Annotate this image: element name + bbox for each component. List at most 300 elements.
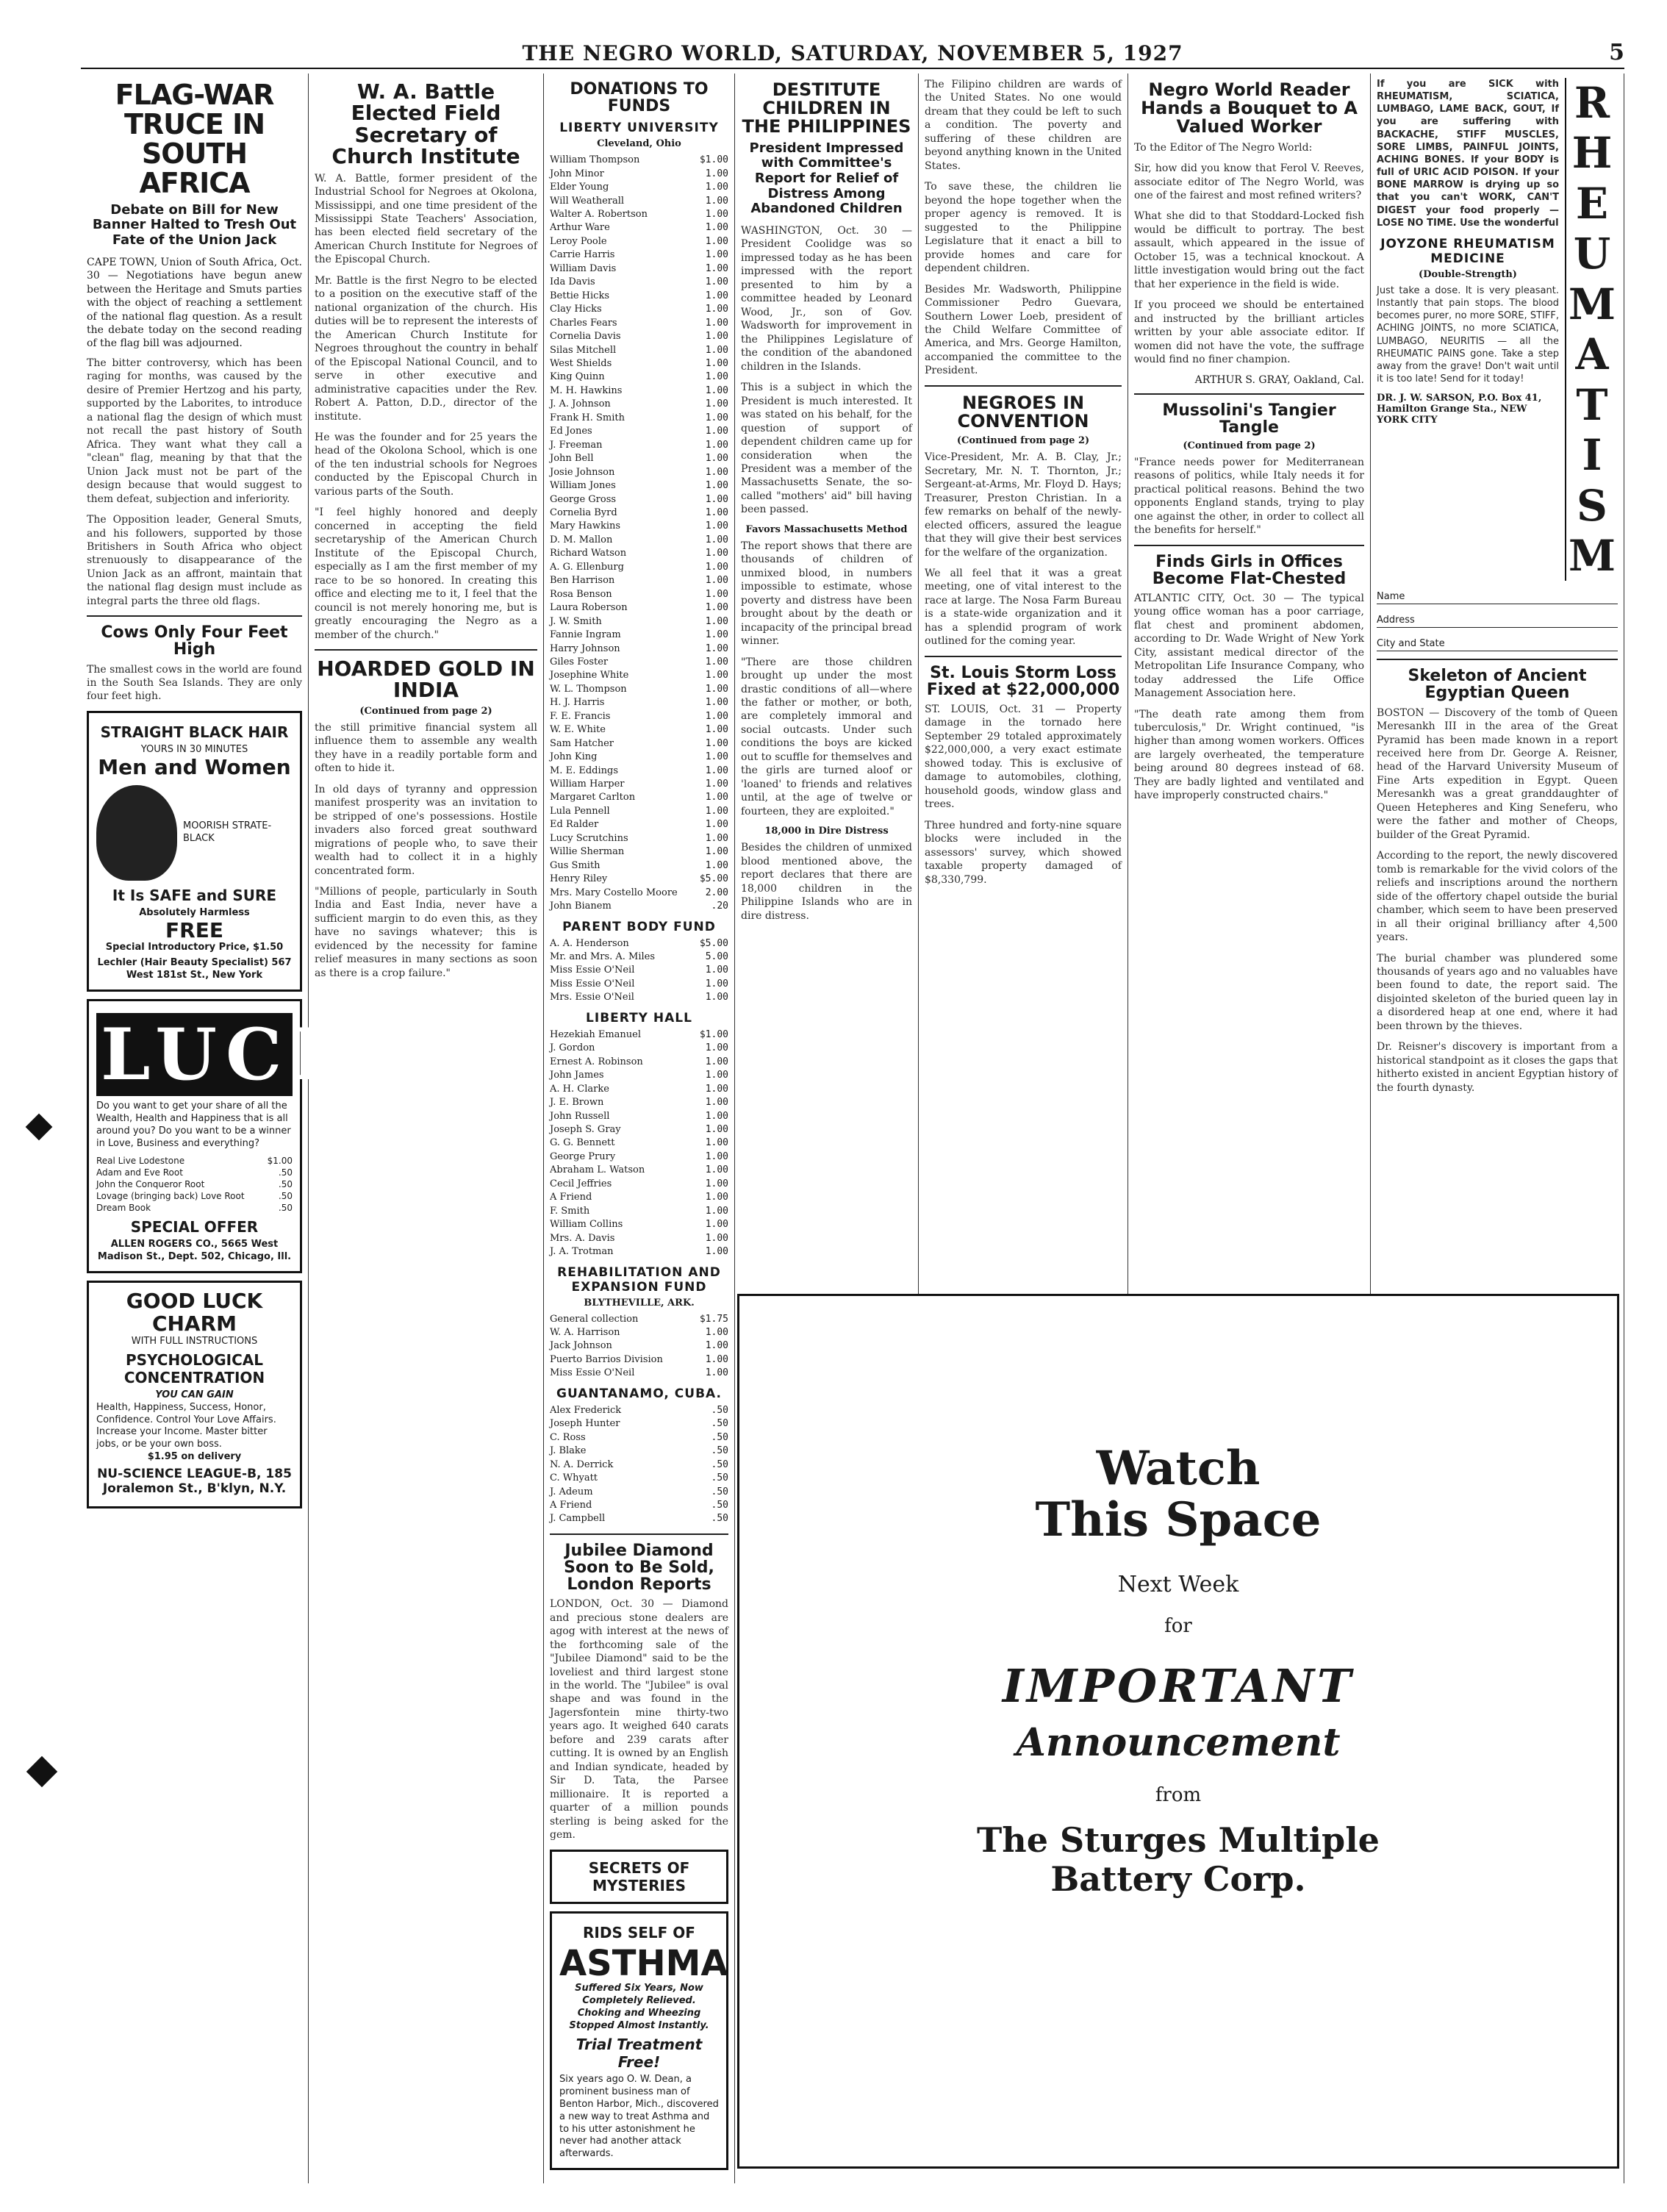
egyptian-body-1: BOSTON — Discovery of the tomb of Queen Meresankh III in the area of the Great Pyramid has been made known in a report received here from Dr. George A. Reisner, head of the Harvard University Museum of Fine Arts expedition in Egypt. Queen Meresankh was a great granddaughter of Queen Hetepheres and King Seneferu, who were the father and mother of Cheops, builder of the Great Pyramid.	[1377, 706, 1618, 841]
donor-name: William Harper	[550, 779, 625, 790]
donor-amount: 1.00	[705, 1232, 728, 1244]
donor-amount: 1.00	[705, 1124, 728, 1135]
donor-amount: 1.00	[705, 1205, 728, 1217]
donor-amount: 1.00	[705, 520, 728, 532]
donor-name: Sam Hatcher	[550, 737, 614, 749]
donor-amount: 1.00	[705, 683, 728, 695]
destitute-subhead-2: 18,000 in Dire Distress	[764, 826, 889, 837]
donor-row	[550, 656, 728, 669]
donor-row	[550, 1205, 728, 1218]
donor-name: Ida Davis	[550, 276, 595, 288]
hair-ad-top: STRAIGHT BLACK HAIR	[100, 723, 289, 741]
donor-row	[550, 710, 728, 723]
charm-title: GOOD LUCK CHARM	[126, 1289, 263, 1336]
donor-row	[550, 669, 728, 682]
luck-text: Do you want to get your share of all the Wealth, Health and Happiness that is all around you? Do you want to be a winner in Love, Business and everything?	[96, 1100, 291, 1149]
donor-row	[550, 466, 728, 479]
liberty-hall-title: LIBERTY HALL	[586, 1010, 692, 1026]
donor-amount: .50	[711, 1472, 728, 1484]
donor-name: Rosa Benson	[550, 588, 612, 600]
donor-row	[550, 262, 728, 276]
donor-row	[550, 805, 728, 818]
charm-address: NU-SCIENCE LEAGUE-B, 185 Joralemon St., B'klyn, N.Y.	[97, 1467, 292, 1497]
donor-row	[550, 978, 728, 991]
donor-name: F. E. Francis	[550, 710, 611, 722]
donor-amount: 1.00	[705, 805, 728, 817]
gold-continued: (Continued from page 2)	[359, 705, 492, 717]
donor-name: A Friend	[550, 1499, 592, 1511]
diamond-body: LONDON, Oct. 30 — Diamond and precious stone dealers are agog with interest at the news of the forthcoming sale of the "Jubilee Diamond" said to be the loveliest and third largest stone in the world. The "Jubilee" is oval shape and was found in the Jagersfontein mine thirty-two years ago. It weighed 640 carats before and 239 carats after cutting. It is owned by an English and Indian syndicate, headed by Sir D. Tata, the Parsee millionaire. It is reported a quarter of a million pounds sterling is being asked for the gem.	[550, 1598, 728, 1841]
donor-name: J. Campbell	[550, 1513, 606, 1525]
donor-row	[550, 1069, 728, 1082]
donor-name: J. W. Smith	[550, 615, 602, 627]
donor-name: John Bell	[550, 453, 594, 465]
coupon-name-field[interactable]: Name	[1377, 591, 1618, 604]
hair-ad-address: Lechler (Hair Beauty Specialist) 567 West 181st St., New York	[97, 957, 292, 981]
donor-row	[550, 1232, 728, 1245]
bouquet-body-3: If you proceed we should be entertained and instructed by the brilliant articles written by your able associate editor. If women did not have the vote, the suffrage would find no finer champion.	[1134, 299, 1364, 366]
donor-row	[550, 791, 728, 804]
donor-amount: .50	[711, 1431, 728, 1443]
donor-row	[550, 629, 728, 642]
letter: M	[1568, 279, 1616, 329]
donor-row	[550, 1367, 728, 1380]
donor-row	[550, 1096, 728, 1109]
donor-row	[550, 1245, 728, 1259]
donor-row	[550, 371, 728, 384]
luck-wordmark: LUCK	[96, 1013, 293, 1096]
donor-amount: 1.00	[705, 235, 728, 247]
donor-amount: 1.00	[705, 331, 728, 343]
donor-row	[550, 1445, 728, 1458]
divider	[925, 385, 1122, 387]
donor-row	[550, 412, 728, 425]
donor-name: Miss Essie O'Neil	[550, 978, 635, 989]
donor-amount: 1.00	[705, 779, 728, 790]
letter: E	[1575, 178, 1609, 229]
donor-row	[550, 845, 728, 859]
donor-list	[550, 1404, 728, 1526]
donor-amount: 1.00	[705, 1219, 728, 1231]
bouquet-body-2: What she did to that Stoddard-Locked fish would be difficult to portray. The best assault, which appeared in the issue of October 15, was a technical knockout. A little investigation would bring out the fact that her experience in the field is wide.	[1134, 210, 1364, 290]
donor-name: John James	[550, 1070, 604, 1081]
divider	[1134, 545, 1364, 546]
divider	[1377, 659, 1618, 660]
donor-amount: 1.00	[705, 1042, 728, 1054]
rheumatism-ad-strength: (Double-Strength)	[1419, 268, 1517, 280]
donor-amount: 1.00	[705, 466, 728, 478]
donor-row	[550, 561, 728, 574]
donor-amount: 5.00	[705, 951, 728, 963]
donor-name: J. A. Johnson	[550, 398, 611, 410]
donor-name: Mrs. A. Davis	[550, 1232, 615, 1244]
donor-row	[550, 195, 728, 208]
column-2	[309, 74, 544, 2183]
divider	[925, 656, 1122, 657]
donor-name: C. Ross	[550, 1431, 586, 1443]
charm-ad	[87, 1281, 302, 1508]
column-1	[81, 74, 361, 2183]
donor-row	[550, 588, 728, 601]
charm-sub: WITH FULL INSTRUCTIONS	[131, 1335, 258, 1347]
donor-amount: 1.00	[705, 751, 728, 763]
donor-row	[550, 737, 728, 751]
donor-amount: $1.00	[699, 1028, 728, 1040]
donor-row	[550, 859, 728, 873]
donor-name: F. Smith	[550, 1205, 590, 1217]
donor-name: Elder Young	[550, 182, 609, 193]
donor-amount: 1.00	[705, 575, 728, 587]
donor-name: Mr. and Mrs. A. Miles	[550, 951, 656, 963]
flag-war-body-2: The Opposition leader, General Smuts, and his followers, supported by those Britishers in South Africa who object strenuously to disappearance of the Union Jack as an affront, maintain that the national flag design must include as integral parts the three old flags.	[87, 514, 302, 607]
column-5	[919, 74, 1128, 1294]
divider	[315, 649, 537, 651]
donor-name: Clay Hicks	[550, 304, 602, 315]
donor-amount: 1.00	[705, 656, 728, 667]
donor-name: Alex Frederick	[550, 1404, 622, 1416]
donor-name: Richard Watson	[550, 548, 627, 559]
donor-row	[550, 1178, 728, 1191]
flag-war-deck: Debate on Bill for New Banner Halted to Tresh Out Fate of the Union Jack	[92, 201, 297, 248]
donor-row	[550, 1137, 728, 1150]
binder-hole-icon	[26, 1114, 53, 1141]
donor-row	[550, 1326, 728, 1339]
donor-name: William Jones	[550, 480, 616, 492]
donor-row	[550, 964, 728, 977]
luck-item: Dream Book .50	[96, 1203, 293, 1214]
donor-name: General collection	[550, 1313, 639, 1325]
donor-name: J. Gordon	[550, 1042, 595, 1054]
donor-amount: 1.00	[705, 222, 728, 234]
donor-amount: .20	[711, 901, 728, 912]
destitute-subhead-1: Favors Massachusetts Method	[745, 523, 908, 535]
donor-name: Mrs. Mary Costello Moore	[550, 887, 678, 898]
convention-body-2: We all feel that it was a great meeting, one of vital interest to the race at large. The Nosa Farm Bureau is a state-wide organization and it has a splendid program of work outlined for the coming year.	[925, 567, 1122, 648]
donations-headline: DONATIONS TO FUNDS	[570, 80, 709, 116]
cows-headline: Cows Only Four Feet High	[101, 623, 288, 659]
rheumatism-ad-name: JOYZONE RHEUMATISM MEDICINE	[1380, 236, 1555, 266]
luck-item: John the Conqueror Root .50	[96, 1178, 293, 1189]
donor-row	[550, 248, 728, 262]
binder-hole-icon	[26, 1756, 57, 1787]
coupon-city-field[interactable]: City and State	[1377, 638, 1618, 651]
donor-row	[550, 1123, 728, 1137]
destitute-cont-3: Besides Mr. Wadsworth, Philippine Commissioner Pedro Guevara, Southern Lower Loeb, president of the Child Welfare Committee of America, and Mrs. George Hamilton, accompanied the committee to the President.	[925, 283, 1122, 377]
gold-body-3: "Millions of people, particularly in South India and East India, never have a sufficient margin to do even this, as they have no savings whatever; this is evidenced by the necessity for famine relief measures in many sections as soon as there is a crop failure."	[315, 885, 537, 979]
donor-amount: .50	[711, 1513, 728, 1525]
donor-amount: $5.00	[699, 873, 728, 885]
luck-price-list	[96, 1155, 293, 1214]
donor-amount: 1.00	[705, 846, 728, 858]
divider	[1134, 393, 1364, 395]
donor-amount: 1.00	[705, 1353, 728, 1365]
divider	[550, 1533, 728, 1535]
donor-amount: 1.00	[705, 426, 728, 437]
column-4	[735, 74, 919, 1294]
asthma-big: ASTHMA	[559, 1942, 728, 1984]
donor-row	[550, 1191, 728, 1204]
donor-amount: 1.00	[705, 276, 728, 288]
donor-row	[550, 696, 728, 709]
donor-row	[550, 290, 728, 303]
donor-name: W. E. White	[550, 724, 606, 736]
donor-row	[550, 357, 728, 371]
donor-name: Walter A. Robertson	[550, 209, 648, 220]
storm-body-1: ST. LOUIS, Oct. 31 — Property damage in the tornado here September 29 totaled approximately $22,000,000, a very exact estimate showed today. This is exclusive of damage to automobiles, clothing, household goods, window glass and trees.	[925, 703, 1122, 811]
donor-amount: 1.00	[705, 453, 728, 465]
luck-address: ALLEN ROGERS CO., 5665 West Madison St., Dept. 502, Chicago, Ill.	[97, 1239, 292, 1263]
donor-row	[550, 1404, 728, 1417]
donor-amount: .50	[711, 1418, 728, 1430]
office-girls-body-1: ATLANTIC CITY, Oct. 30 — The typical young office woman has a poor carriage, flat chest and prominent abdomen, according to Dr. Wade Wright of New York City, assistant medical director of the Metropolitan Life Insurance Company, who today addressed the Life Office Management Association here.	[1134, 592, 1364, 700]
donor-row	[550, 643, 728, 656]
donor-name: Josephine White	[550, 670, 629, 681]
letter: S	[1577, 480, 1607, 531]
charm-text: Health, Happiness, Success, Honor, Confidence. Control Your Love Affairs. Increase your Income. Master bitter jobs, or be your own boss.	[96, 1401, 276, 1450]
rheumatism-vertical-letters	[1565, 78, 1618, 581]
donor-name: W. L. Thompson	[550, 683, 627, 695]
flag-war-body-1: The bitter controversy, which has been raging for months, was caused by the desire of Premier Hertzog and his party, supported by the Laborites, to introduce a national flag the design of which must not recall the past history of South Africa. They want what they call a "clean" flag, meaning by that that the Union Jack must not be part of the design because that would suggest to them defeat, subjection and inferiority.	[87, 357, 302, 505]
letter: R	[1574, 78, 1610, 128]
donor-amount: 1.00	[705, 548, 728, 559]
gold-body-2: In old days of tyranny and oppression manifest prosperity was an invitation to be stripped of one's possessions. Hostile invaders also forced great southward migrations of people who, to save their wealth had to collect it in a highly concentrated form.	[315, 783, 537, 877]
donor-row	[550, 887, 728, 900]
donor-row	[550, 493, 728, 507]
donor-row	[550, 1472, 728, 1485]
donor-amount: 1.00	[705, 1083, 728, 1095]
donor-name: W. A. Harrison	[550, 1326, 620, 1338]
donor-amount: 1.00	[705, 697, 728, 709]
donor-name: John King	[550, 751, 598, 763]
donor-row	[550, 873, 728, 886]
donor-row	[550, 1431, 728, 1445]
donor-amount: 1.00	[705, 480, 728, 492]
tangier-headline: Mussolini's Tangier Tangle	[1162, 401, 1336, 437]
sturges-important: IMPORTANT	[1002, 1658, 1355, 1713]
hair-ad-safe: It Is SAFE and SURE	[112, 886, 277, 904]
gold-headline: HOARDED GOLD IN INDIA	[317, 656, 535, 703]
hair-ad-free: FREE	[165, 917, 223, 942]
donor-row	[550, 751, 728, 764]
destitute-headline: DESTITUTE CHILDREN IN THE PHILIPPINES	[742, 79, 911, 137]
bouquet-body-1: Sir, how did you know that Ferol V. Reeves, associate editor of The Negro World, was one of the fairest and most refined writers?	[1134, 162, 1364, 201]
bouquet-signature: ARTHUR S. GRAY, Oakland, Cal.	[1194, 373, 1364, 386]
donor-amount: 1.00	[705, 859, 728, 871]
donor-name: Frank H. Smith	[550, 412, 625, 423]
tangier-continued: (Continued from page 2)	[1183, 440, 1316, 451]
donor-name: Hezekiah Emanuel	[550, 1028, 642, 1040]
donor-name: A. H. Clarke	[550, 1083, 609, 1095]
donor-list	[550, 154, 728, 913]
masthead	[81, 38, 1624, 69]
donor-row	[550, 425, 728, 438]
donor-amount: 1.00	[705, 1340, 728, 1352]
donor-amount: .50	[711, 1458, 728, 1470]
donor-amount: 1.00	[705, 1150, 728, 1162]
donor-amount: 1.00	[705, 534, 728, 545]
donor-name: Bettie Hicks	[550, 290, 610, 301]
donor-name: George Prury	[550, 1150, 616, 1162]
donor-row	[550, 937, 728, 951]
flag-war-headline: FLAG-WAR TRUCE IN SOUTH AFRICA	[115, 79, 274, 199]
donor-row	[550, 1056, 728, 1069]
asthma-top: RIDS SELF OF	[583, 1923, 695, 1941]
donor-row	[550, 1417, 728, 1431]
donor-row	[550, 303, 728, 316]
sturges-for: for	[1164, 1614, 1192, 1637]
donor-amount: 1.00	[705, 317, 728, 329]
luck-item: Real Live Lodestone $1.00	[96, 1155, 293, 1166]
donor-list	[550, 1313, 728, 1381]
egyptian-body-2: According to the report, the newly discovered tomb is remarkable for the vivid colors of the reliefs and inscriptions around the northern side of the offertory chapel outside the burial chamber, which seem to have been preserved in all their original brilliancy after 4,500 years.	[1377, 850, 1618, 944]
donor-row	[550, 384, 728, 398]
donor-row	[550, 439, 728, 452]
letter: H	[1571, 128, 1613, 179]
sturges-this-space: This Space	[1035, 1492, 1322, 1548]
sturges-watch: Watch	[1096, 1441, 1261, 1496]
donor-amount: 1.00	[705, 249, 728, 261]
diamond-headline: Jubilee Diamond Soon to Be Sold, London Reports	[564, 1541, 714, 1594]
donor-name: Cecil Jeffries	[550, 1178, 612, 1189]
rheumatism-ad	[1377, 78, 1618, 581]
donor-name: Ed Ralder	[550, 819, 599, 831]
donor-row	[550, 168, 728, 181]
bouquet-salute: To the Editor of The Negro World:	[1134, 141, 1313, 154]
donor-row	[550, 900, 728, 913]
donor-row	[550, 1512, 728, 1525]
donor-name: H. J. Harris	[550, 697, 605, 709]
destitute-deck: President Impressed with Committee's Report for Relief of Distress Among Abandoned Children	[749, 140, 904, 217]
donor-name: J. Blake	[550, 1445, 587, 1457]
coupon-address-field[interactable]: Address	[1377, 615, 1618, 628]
donor-amount: 1.00	[705, 737, 728, 749]
parent-body-title: PARENT BODY FUND	[562, 919, 716, 934]
luck-ad	[87, 999, 361, 1273]
donor-amount: 1.00	[705, 1110, 728, 1122]
donor-name: Joseph Hunter	[550, 1418, 620, 1430]
luck-item: Lovage (bringing back) Love Root .50	[96, 1191, 293, 1202]
donor-name: A Friend	[550, 1192, 592, 1203]
donor-name: M. H. Hawkins	[550, 384, 623, 396]
donor-amount: 1.00	[705, 507, 728, 518]
donor-row	[550, 1458, 728, 1472]
sturges-from: from	[1155, 1783, 1202, 1806]
donor-row	[550, 235, 728, 248]
donor-amount: .50	[711, 1499, 728, 1511]
letter: U	[1573, 229, 1611, 279]
guantanamo-title: GUANTANAMO, CUBA.	[556, 1386, 722, 1401]
donor-name: M. E. Eddings	[550, 765, 618, 776]
donor-row	[550, 507, 728, 520]
donor-amount: 1.00	[705, 384, 728, 396]
donor-row	[550, 1083, 728, 1096]
sturges-announcement: Announcement	[1016, 1719, 1341, 1765]
destitute-cont-2: To save these, the children lie beyond the hope together when the proper agency is removed. It is suggested to the Philippine Legislature that it enact a bill to provide homes and care for dependent children.	[925, 181, 1122, 275]
page-number: 5	[1609, 40, 1624, 65]
donor-row	[550, 1353, 728, 1367]
donor-row	[550, 1164, 728, 1177]
rheumatism-ad-address: DR. J. W. SARSON, P.O. Box 41, Hamilton Grange Sta., NEW YORK CITY	[1377, 393, 1542, 426]
destitute-body-3: The report shows that there are thousands of children of unmixed blood, in numbers impossible to estimate, whose poverty and distress have been brought about by the death or incapacity of the principal bread winner.	[741, 540, 912, 648]
convention-body-1: Vice-President, Mr. A. B. Clay, Jr.; Secretary, Mr. N. T. Thornton, Jr.; Sergeant-at-Arms, Mr. Floyd D. Hays; Treasurer, Preston Christian. In a few remarks on behalf of the newly-elected officers, assured the league that they will give their best services for the welfare of the organization.	[925, 451, 1122, 559]
hair-ad-big: Men and Women	[98, 754, 291, 779]
donor-row	[550, 452, 728, 465]
donor-amount: 2.00	[705, 887, 728, 898]
donor-row	[550, 1028, 728, 1042]
donor-row	[550, 991, 728, 1004]
asthma-deck: Suffered Six Years, Now Completely Relieved. Choking and Wheezing Stopped Almost Instantly.	[569, 1983, 709, 2032]
donor-row	[550, 832, 728, 845]
sturges-next-week: Next Week	[1117, 1571, 1239, 1597]
hair-ad-mid: YOURS IN 30 MINUTES	[140, 743, 248, 755]
battle-body-4: "I feel highly honored and deeply concerned in accepting the field secretaryship of the American Church Institute of the Episcopal Church, especially as I am the first member of my race to be so honored. In creating this office and electing me to it, I feel that the council is not merely honoring me, but is greatly encouraging the Negro as a member of the church."	[315, 507, 537, 641]
donor-row	[550, 574, 728, 587]
asthma-trial: Trial Treatment Free!	[576, 2035, 703, 2071]
donor-name: John Bianem	[550, 901, 612, 912]
donor-amount: 1.00	[705, 412, 728, 423]
secrets-title: SECRETS OF MYSTERIES	[588, 1858, 690, 1894]
donor-amount: 1.00	[705, 710, 728, 722]
donor-name: Ernest A. Robinson	[550, 1056, 643, 1067]
donor-amount: 1.00	[705, 992, 728, 1003]
donor-amount: 1.00	[705, 1097, 728, 1109]
donor-row	[550, 344, 728, 357]
convention-continued: (Continued from page 2)	[956, 435, 1090, 447]
donor-amount: 1.00	[705, 792, 728, 803]
donor-amount: 1.00	[705, 304, 728, 315]
donor-amount: 1.00	[705, 357, 728, 369]
column-3	[544, 74, 735, 2183]
donor-row	[550, 520, 728, 533]
donor-row	[550, 778, 728, 791]
convention-headline: NEGROES IN CONVENTION	[957, 392, 1089, 432]
storm-headline: St. Louis Storm Loss Fixed at $22,000,000	[926, 663, 1120, 699]
donor-amount: 1.00	[705, 643, 728, 654]
donor-amount: 1.00	[705, 978, 728, 989]
donor-name: A. G. Ellenburg	[550, 561, 624, 573]
donor-name: Cornelia Byrd	[550, 507, 617, 518]
hair-ad-name: MOORISH STRATE-BLACK	[183, 820, 272, 844]
destitute-body-4: "There are those children brought up under the most drastic conditions of all—where the father or mother, or both, are completely immoral and social outcasts. Under such conditions the boys are kicked out to scuffle for themselves and the girls are turned aloof or 'loaned' to friends and relatives until, at the age of twelve or fourteen, they are exploited."	[741, 656, 912, 817]
sturges-company-2: Battery Corp.	[1050, 1858, 1306, 1899]
donor-amount: 1.00	[705, 1137, 728, 1149]
donor-row	[550, 615, 728, 629]
donor-name: John Minor	[550, 168, 604, 179]
donor-name: William Collins	[550, 1219, 623, 1231]
donor-row	[550, 1486, 728, 1499]
donor-amount: .50	[711, 1404, 728, 1416]
donor-row	[550, 479, 728, 493]
donor-name: J. Adeum	[550, 1486, 593, 1497]
donor-amount: 1.00	[705, 1367, 728, 1379]
donor-row	[550, 534, 728, 547]
donor-amount: 1.00	[705, 602, 728, 614]
destitute-body-1: WASHINGTON, Oct. 30 — President Coolidge was so impressed today as he has been impressed with the report presented to him by a committee headed by Leonard Wood, Jr., son of Gov. Wadsworth for improvement in the Philippines Legislature of the condition of the abandoned children in the Islands.	[741, 225, 912, 373]
donor-name: Giles Foster	[550, 656, 609, 667]
donor-name: William Davis	[550, 262, 617, 274]
liberty-university-place: Cleveland, Ohio	[597, 138, 681, 150]
donor-row	[550, 765, 728, 778]
divider	[87, 615, 302, 617]
sturges-company: The Sturges Multiple	[977, 1819, 1380, 1860]
donor-amount: 1.00	[705, 964, 728, 976]
donor-row	[550, 1110, 728, 1123]
donor-amount: 1.00	[705, 1192, 728, 1203]
donor-row	[550, 181, 728, 194]
luck-offer: SPECIAL OFFER	[130, 1218, 259, 1236]
hair-ad	[87, 711, 302, 992]
donor-name: Harry Johnson	[550, 643, 620, 654]
